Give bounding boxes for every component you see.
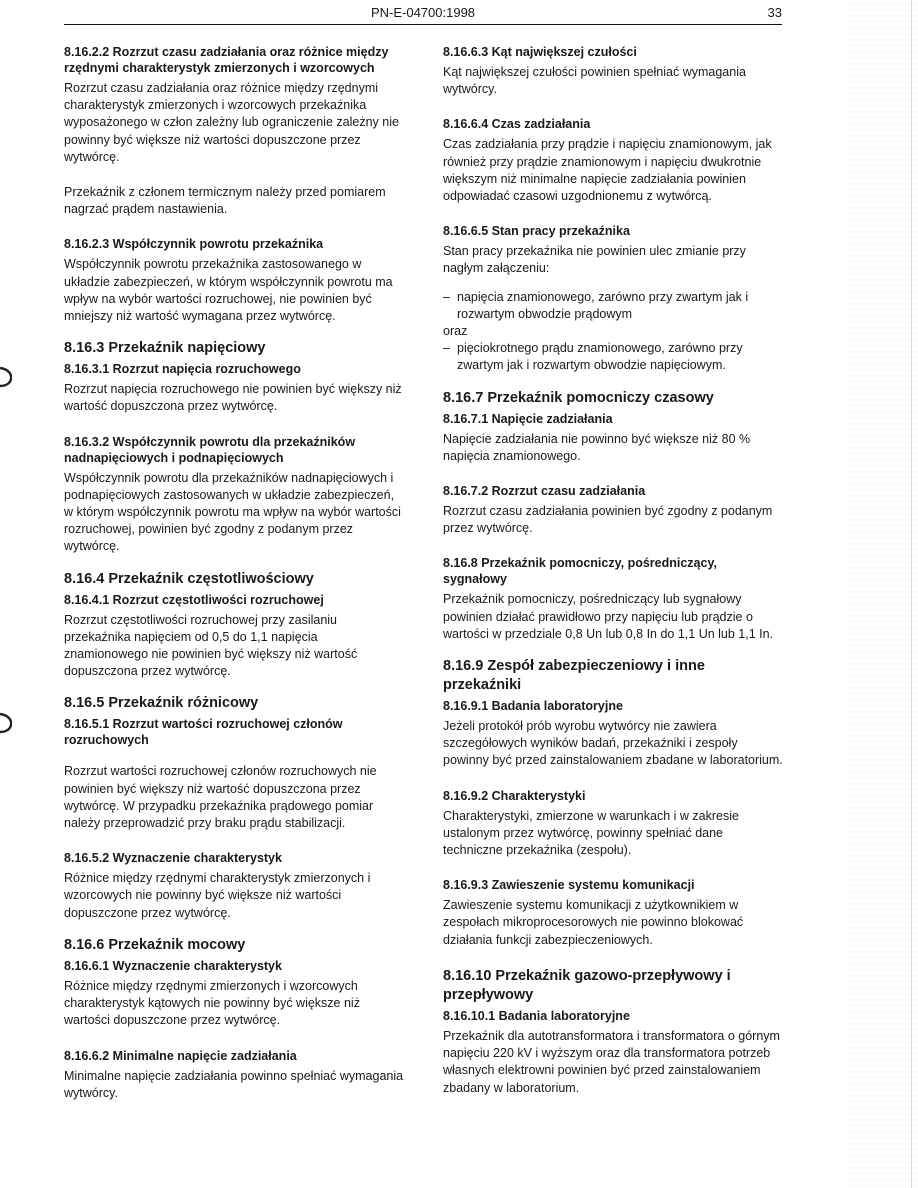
scan-edge-line xyxy=(911,0,912,1188)
paragraph: Przekaźnik dla autotransformatora i transformatora o górnym napięciu 220 kV i wyższym oraz dla transformatora potrzeb własnych elektrowni powinien być przed zainstalowaniem zbadany w laboratorium. xyxy=(443,1028,780,1095)
paragraph: Stan pracy przekaźnika nie powinien ulec zmianie przy nagłym załączeniu: xyxy=(443,244,746,276)
paragraph: Rozrzut wartości rozruchowej członów rozruchowych nie powinien być większy niż wartość dopuszczona przez wytwórcę. W przypadku przekaźnika prądowego pomiar należy przeprowadzić przy braku prądu stabilizacji. xyxy=(64,764,377,831)
paragraph: Współczynnik powrotu przekaźnika zastosowanego w układzie zabezpieczeń, w którym współczynnik powrotu ma wpływ na wybór wartości rozruchowej, nie powinien być mniejszy niż wartość wymagana przez wytwórcę. xyxy=(64,257,393,324)
section-heading: 8.16.4.1 Rozrzut częstotliwości rozruchowej xyxy=(64,592,324,607)
paragraph: Minimalne napięcie zadziałania powinno spełniać wymagania wytwórcy. xyxy=(64,1068,404,1100)
paragraph: Rozrzut napięcia rozruchowego nie powinien być większy niż wartość dopuszczona przez wytwórcę. xyxy=(64,382,402,414)
paragraph: Charakterystyki, zmierzone w warunkach i w zakresie ustalonym przez wytwórcę, powinny spełniać dane techniczne przekaźnika (zespołu). xyxy=(443,808,739,858)
binding-hole-mark xyxy=(0,712,12,734)
paragraph: Kąt największej czułości powinien spełniać wymagania wytwórcy. xyxy=(443,65,746,97)
paragraph: Przekaźnik z członem termicznym należy przed pomiarem nagrzać prądem nastawienia. xyxy=(64,185,386,217)
header-rule xyxy=(64,24,782,25)
list-item: – pięciokrotnego prądu znamionowego, zarówno przy zwartym jak i rozwartym obwodzie napięciowym. xyxy=(443,341,743,373)
section-heading: 8.16.7.2 Rozrzut czasu zadziałania xyxy=(443,484,646,499)
paragraph: Rozrzut czasu zadziałania powinien być zgodny z podanym przez wytwórcę. xyxy=(443,504,773,536)
section-heading: 8.16.6.4 Czas zadziałania xyxy=(443,117,591,132)
section-heading: 8.16.6.2 Minimalne napięcie zadziałania xyxy=(64,1048,297,1063)
paragraph: Różnice między rzędnymi zmierzonych i wzorcowych charakterystyk kątowych nie powinny być większe niż wartości dopuszczone przez wytwórcę. xyxy=(64,978,360,1028)
left-column xyxy=(64,44,405,1102)
section-heading: 8.16.2.3 Współczynnik powrotu przekaźnika xyxy=(64,237,324,252)
section-heading: 8.16.10.1 Badania laboratoryjne xyxy=(443,1008,630,1023)
section-heading: 8.16.5.2 Wyznaczenie charakterystyk xyxy=(64,851,282,866)
paragraph: Rozrzut czasu zadziałania oraz różnice między rzędnymi charakterystyk zmierzonych i wzorcowych przekaźnika wyposażonego w człon zależny lub ograniczenie zależny nie powinny być większe niż wartości dopuszczone przez wytwórcę. xyxy=(64,81,399,164)
right-column xyxy=(443,44,784,1097)
section-heading: 8.16.3.1 Rozrzut napięcia rozruchowego xyxy=(64,362,301,377)
chapter-heading: 8.16.10 Przekaźnik gazowo-przepływowy i przepływowy xyxy=(443,967,731,1003)
scan-edge-texture xyxy=(848,0,918,1188)
page-number: 33 xyxy=(767,5,782,20)
section-heading: 8.16.5.1 Rozrzut wartości rozruchowej członów rozruchowych xyxy=(64,717,343,748)
paragraph: Różnice między rzędnymi charakterystyk zmierzonych i wzorcowych nie powinny być większe niż wartości dopuszczone przez wytwórcę. xyxy=(64,871,371,920)
paragraph: oraz xyxy=(443,324,468,339)
section-heading: 8.16.9.1 Badania laboratoryjne xyxy=(443,699,623,714)
chapter-heading: 8.16.5 Przekaźnik różnicowy xyxy=(64,695,259,712)
page-header xyxy=(64,5,782,25)
section-heading: 8.16.7.1 Napięcie zadziałania xyxy=(443,411,613,426)
paragraph: Współczynnik powrotu dla przekaźników nadnapięciowych i podnapięciowych zastosowanych w układzie zabezpieczeń, w którym współczynnik powrotu ma wpływ na wybór wartości rozruchowej, powinien być zgodny z podanym przez wytwórcę. xyxy=(64,470,401,554)
paragraph: Przekaźnik pomocniczy, pośredniczący lub sygnałowy powinien działać prawidłowo przy napięciu lub prądzie o wartości w przedziale 0,8 Un lub 0,8 In do 1,1 Un lub 1,1 In. xyxy=(443,592,774,641)
paragraph: Zawieszenie systemu komunikacji z użytkownikiem w zespołach mikroprocesorowych nie powinno blokować działania funkcji zabezpieczeniowych. xyxy=(443,898,744,947)
paragraph: Jeżeli protokół prób wyrobu wytwórcy nie zawiera szczegółowych wyników badań, przekaźniki i zespoły powinny być przed zainstalowaniem zbadane w laboratorium. xyxy=(443,719,783,768)
paragraph: Rozrzut częstotliwości rozruchowej przy zasilaniu przekaźnika napięciem od 0,5 do 1,1 napięcia znamionowego nie powinien być większy niż wartość dopuszczona przez wytwórcę. xyxy=(64,612,358,679)
section-heading: 8.16.8 Przekaźnik pomocniczy, pośredniczący, sygnałowy xyxy=(443,556,717,587)
chapter-heading: 8.16.9 Zespół zabezpieczeniowy i inne przekaźniki xyxy=(443,658,705,694)
chapter-heading: 8.16.3 Przekaźnik napięciowy xyxy=(64,340,266,357)
binding-hole-mark xyxy=(0,366,12,388)
section-heading: 8.16.6.3 Kąt największej czułości xyxy=(443,45,637,59)
paragraph: Napięcie zadziałania nie powinno być większe niż 80 % napięcia znamionowego. xyxy=(443,431,751,463)
paragraph: Czas zadziałania przy prądzie i napięciu znamionowym, jak również przy prądzie znamionowym i napięciu dwukrotnie większym niż minimalne napięcie zadziałania powinien odpowiadać czasowi uzgodnionemu z wytwórcą. xyxy=(443,137,772,204)
list-item: – napięcia znamionowego, zarówno przy zwartym jak i rozwartym obwodzie prądowym xyxy=(443,289,749,321)
section-heading: 8.16.9.3 Zawieszenie systemu komunikacji xyxy=(443,878,695,893)
section-heading: 8.16.9.2 Charakterystyki xyxy=(443,788,586,803)
chapter-heading: 8.16.7 Przekaźnik pomocniczy czasowy xyxy=(443,389,714,406)
section-heading: 8.16.3.2 Współczynnik powrotu dla przekaźników nadnapięciowych i podnapięciowych xyxy=(64,434,356,465)
chapter-heading: 8.16.4 Przekaźnik częstotliwościowy xyxy=(64,570,314,587)
chapter-heading: 8.16.6 Przekaźnik mocowy xyxy=(64,936,246,953)
section-heading: 8.16.6.1 Wyznaczenie charakterystyk xyxy=(64,958,282,973)
section-heading: 8.16.6.5 Stan pracy przekaźnika xyxy=(443,224,630,239)
document-standard-id: PN-E-04700:1998 xyxy=(370,5,476,20)
section-heading: 8.16.2.2 Rozrzut czasu zadziałania oraz różnice między rzędnymi charakterystyk zmierzonych i wzorcowych xyxy=(64,45,389,75)
